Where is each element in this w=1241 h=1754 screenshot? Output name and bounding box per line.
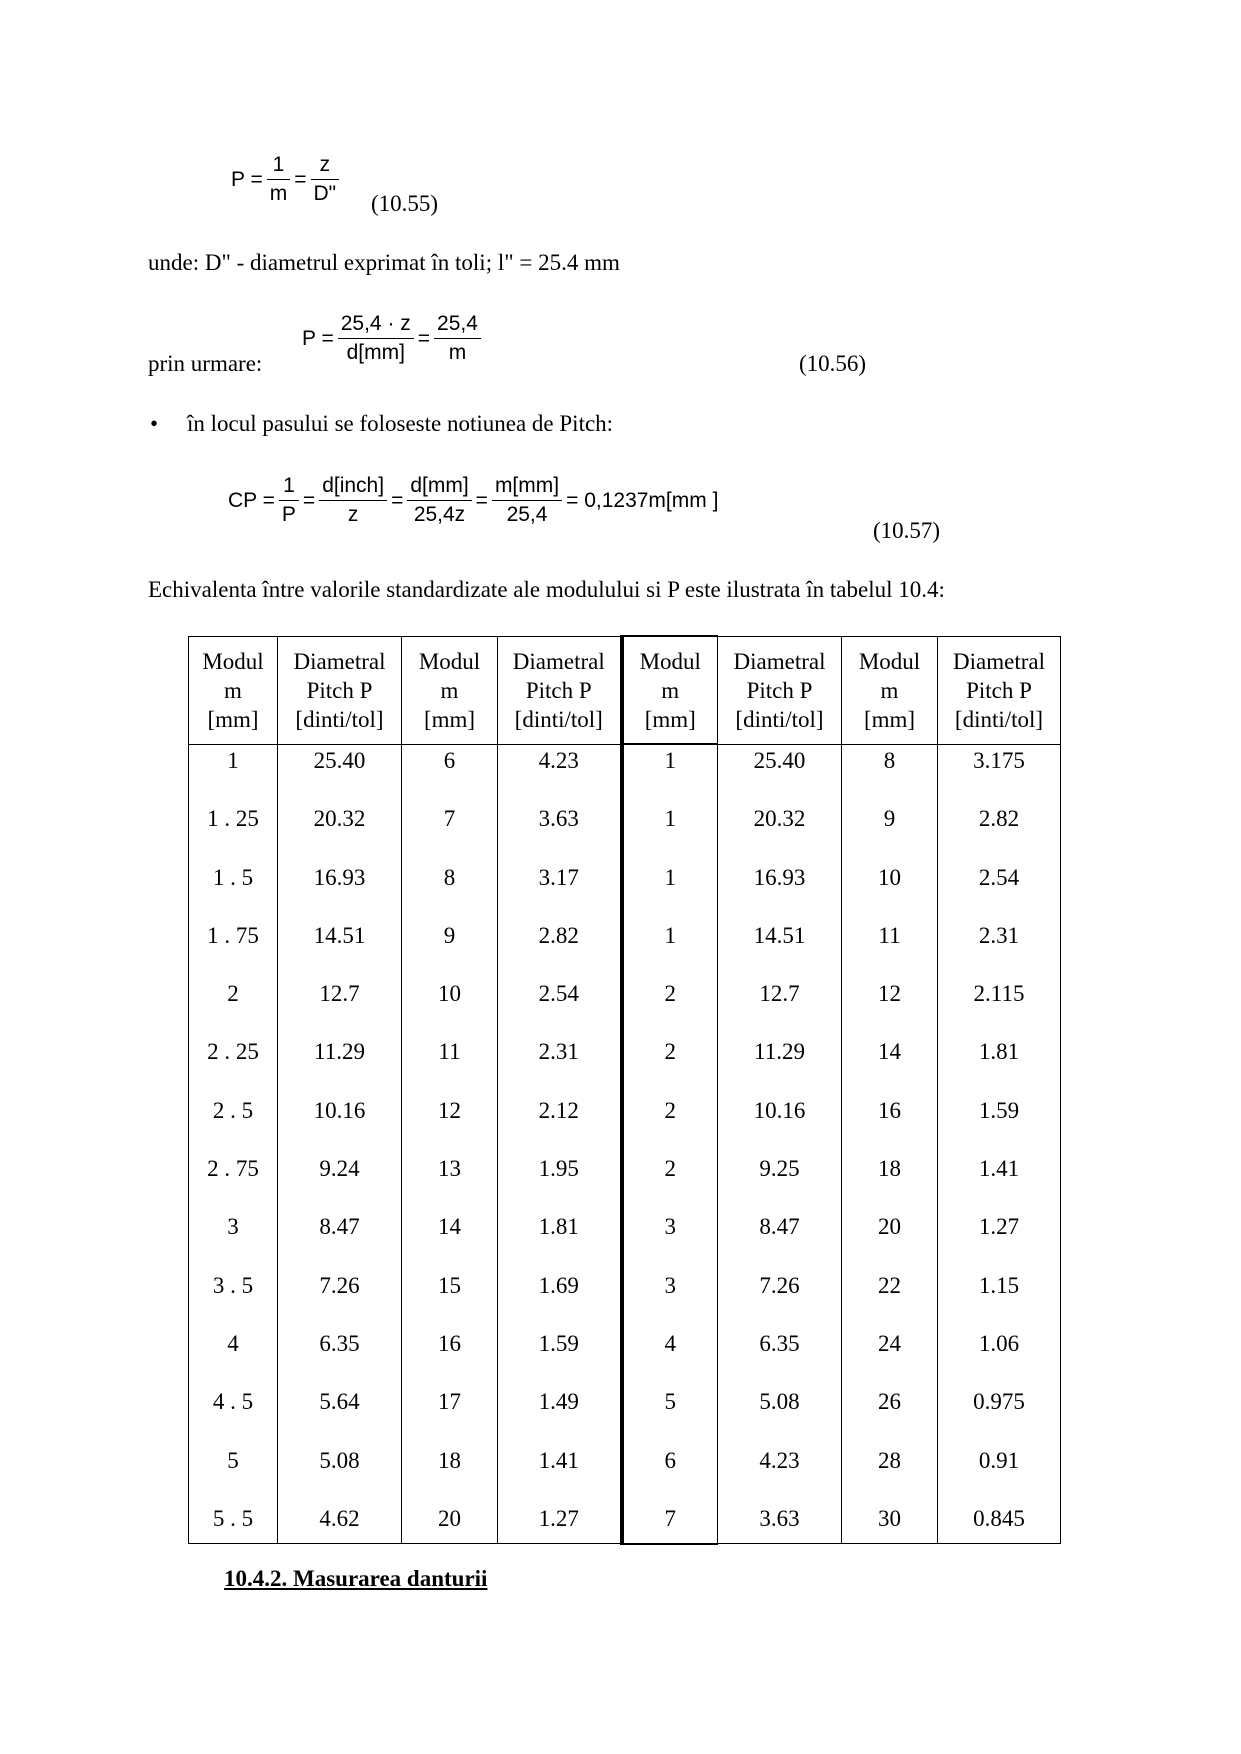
eq3-frac2-numerator: d[inch] bbox=[319, 473, 387, 501]
table-cell: 3.63 bbox=[718, 1503, 842, 1544]
table-cell: 2 bbox=[622, 1153, 718, 1211]
eq3-equals-3: = bbox=[475, 488, 488, 512]
eq2-frac1-denominator: d[mm] bbox=[346, 341, 405, 364]
table-cell: 8.47 bbox=[278, 1211, 402, 1269]
header-modul-4: Modul m [mm] bbox=[842, 636, 938, 744]
table-cell: 2 . 5 bbox=[189, 1095, 278, 1153]
table-cell: 3 bbox=[622, 1211, 718, 1269]
eq3-equals-2: = bbox=[391, 488, 404, 512]
table-cell: 1.06 bbox=[938, 1328, 1061, 1386]
table-row bbox=[189, 1211, 1061, 1269]
eq3-equals-1: = bbox=[302, 488, 316, 512]
header-pitch-4: Diametral Pitch P [dinti/tol] bbox=[938, 636, 1061, 744]
table-cell: 1 . 75 bbox=[189, 920, 278, 978]
table-cell: 6 bbox=[622, 1445, 718, 1503]
table-cell: 7.26 bbox=[278, 1270, 402, 1328]
table-cell: 2.82 bbox=[498, 920, 622, 978]
table-cell: 5.08 bbox=[278, 1445, 402, 1503]
table-cell: 6 bbox=[402, 744, 498, 803]
table-cell: 10.16 bbox=[718, 1095, 842, 1153]
eq1-fraction-2 bbox=[311, 152, 340, 207]
eq2-frac1-numerator: 25,4 · z bbox=[338, 311, 414, 339]
table-cell: 3.175 bbox=[938, 744, 1061, 803]
table-cell: 9 bbox=[402, 920, 498, 978]
table-cell: 24 bbox=[842, 1328, 938, 1386]
table-cell: 9.24 bbox=[278, 1153, 402, 1211]
table-cell: 16.93 bbox=[718, 862, 842, 920]
table-row bbox=[189, 1270, 1061, 1328]
table-cell: 20.32 bbox=[718, 803, 842, 861]
table-cell: 16 bbox=[402, 1328, 498, 1386]
table-cell: 2 bbox=[189, 978, 278, 1036]
eq3-frac1-numerator: 1 bbox=[279, 473, 299, 501]
equation-number-10-55: (10.55) bbox=[371, 191, 439, 216]
table-cell: 2.54 bbox=[498, 978, 622, 1036]
table-cell: 3 bbox=[622, 1270, 718, 1328]
table-cell: 20 bbox=[842, 1211, 938, 1269]
eq1-fraction-1 bbox=[267, 152, 291, 207]
eq3-frac1-denominator: P bbox=[281, 503, 296, 526]
table-row bbox=[189, 1503, 1061, 1544]
table-row bbox=[189, 1153, 1061, 1211]
eq1-equals: = bbox=[294, 167, 307, 191]
eq3-frac3-denominator: 25,4z bbox=[413, 503, 466, 526]
table-row bbox=[189, 1328, 1061, 1386]
table-cell: 4 . 5 bbox=[189, 1386, 278, 1444]
table-cell: 6.35 bbox=[278, 1328, 402, 1386]
table-cell: 0.975 bbox=[938, 1386, 1061, 1444]
table-cell: 1.41 bbox=[498, 1445, 622, 1503]
header-modul-3: Modul m [mm] bbox=[622, 636, 718, 744]
header-modul-2: Modul m [mm] bbox=[402, 636, 498, 744]
table-cell: 11 bbox=[842, 920, 938, 978]
table-cell: 2.31 bbox=[938, 920, 1061, 978]
table-cell: 1 . 25 bbox=[189, 803, 278, 861]
eq2-fraction-2 bbox=[434, 311, 481, 366]
table-cell: 20 bbox=[402, 1503, 498, 1544]
eq2-frac2-numerator: 25,4 bbox=[434, 311, 481, 339]
unde-line: unde: D" - diametrul exprimat în toli; l" = 25.4 mm bbox=[148, 250, 620, 275]
eq1-frac2-denominator: D" bbox=[313, 182, 337, 205]
table-cell: 10 bbox=[842, 862, 938, 920]
eq3-fraction-1 bbox=[279, 473, 299, 528]
table-cell: 7 bbox=[622, 1503, 718, 1544]
table-cell: 15 bbox=[402, 1270, 498, 1328]
table-cell: 12 bbox=[842, 978, 938, 1036]
table-cell: 7 bbox=[402, 803, 498, 861]
table-cell: 5.08 bbox=[718, 1386, 842, 1444]
eq3-fraction-3 bbox=[407, 473, 471, 528]
table-cell: 1 . 5 bbox=[189, 862, 278, 920]
table-cell: 5 bbox=[189, 1445, 278, 1503]
table-cell: 12.7 bbox=[718, 978, 842, 1036]
eq1-lhs: P = bbox=[231, 167, 263, 191]
table-cell: 26 bbox=[842, 1386, 938, 1444]
table-cell: 4.23 bbox=[718, 1445, 842, 1503]
table-cell: 8 bbox=[842, 744, 938, 803]
table-cell: 9 bbox=[842, 803, 938, 861]
table-cell: 8 bbox=[402, 862, 498, 920]
table-cell: 1.49 bbox=[498, 1386, 622, 1444]
table-cell: 3.17 bbox=[498, 862, 622, 920]
table-cell: 1 bbox=[622, 744, 718, 803]
header-pitch-3: Diametral Pitch P [dinti/tol] bbox=[718, 636, 842, 744]
table-cell: 18 bbox=[402, 1445, 498, 1503]
table-cell: 5.64 bbox=[278, 1386, 402, 1444]
eq3-frac4-denominator: 25,4 bbox=[506, 503, 548, 526]
eq2-equals: = bbox=[417, 326, 431, 350]
table-cell: 1.59 bbox=[498, 1328, 622, 1386]
table-cell: 30 bbox=[842, 1503, 938, 1544]
table-cell: 14.51 bbox=[278, 920, 402, 978]
table-cell: 10.16 bbox=[278, 1095, 402, 1153]
eq3-fraction-2 bbox=[319, 473, 387, 528]
table-row bbox=[189, 744, 1061, 803]
bullet-symbol: • bbox=[150, 411, 159, 436]
bullet-text: în locul pasului se foloseste notiunea de Pitch: bbox=[187, 411, 614, 436]
header-pitch-1: Diametral Pitch P [dinti/tol] bbox=[278, 636, 402, 744]
eq2-fraction-1 bbox=[338, 311, 414, 366]
table-cell: 2 bbox=[622, 978, 718, 1036]
table-cell: 17 bbox=[402, 1386, 498, 1444]
table-cell: 18 bbox=[842, 1153, 938, 1211]
eq1-frac2-numerator: z bbox=[311, 152, 340, 180]
eq3-tail: = 0,1237m[mm ] bbox=[566, 488, 719, 512]
table-row bbox=[189, 920, 1061, 978]
table-intro: Echivalenta între valorile standardizate ale modulului si P este ilustrata în tabelul 10.4: bbox=[148, 577, 945, 602]
table-cell: 2 . 75 bbox=[189, 1153, 278, 1211]
table-cell: 9.25 bbox=[718, 1153, 842, 1211]
equation-number-10-56: (10.56) bbox=[799, 351, 867, 376]
table-cell: 2 . 25 bbox=[189, 1036, 278, 1094]
section-heading: 10.4.2. Masurarea danturii bbox=[224, 1566, 488, 1591]
eq3-fraction-4 bbox=[492, 473, 562, 528]
table-cell: 1.41 bbox=[938, 1153, 1061, 1211]
table-header-row bbox=[189, 636, 1061, 744]
table-cell: 1.27 bbox=[938, 1211, 1061, 1269]
table-cell: 1 bbox=[622, 862, 718, 920]
table-cell: 1.59 bbox=[938, 1095, 1061, 1153]
table-row bbox=[189, 862, 1061, 920]
table-cell: 6.35 bbox=[718, 1328, 842, 1386]
table-cell: 12 bbox=[402, 1095, 498, 1153]
table-cell: 22 bbox=[842, 1270, 938, 1328]
equation-10-57 bbox=[224, 473, 722, 528]
table-cell: 3 bbox=[189, 1211, 278, 1269]
table-cell: 1.27 bbox=[498, 1503, 622, 1544]
table-cell: 5 bbox=[622, 1386, 718, 1444]
table-row bbox=[189, 1036, 1061, 1094]
table-cell: 14.51 bbox=[718, 920, 842, 978]
table-cell: 8.47 bbox=[718, 1211, 842, 1269]
table-cell: 11.29 bbox=[278, 1036, 402, 1094]
eq1-frac1-numerator: 1 bbox=[267, 152, 291, 180]
table-row bbox=[189, 978, 1061, 1036]
table-cell: 0.845 bbox=[938, 1503, 1061, 1544]
table-row bbox=[189, 1095, 1061, 1153]
table-cell: 4 bbox=[622, 1328, 718, 1386]
table-cell: 20.32 bbox=[278, 803, 402, 861]
module-pitch-table bbox=[188, 635, 1061, 1545]
table-cell: 3.63 bbox=[498, 803, 622, 861]
table-cell: 11 bbox=[402, 1036, 498, 1094]
table-cell: 28 bbox=[842, 1445, 938, 1503]
table-cell: 14 bbox=[402, 1211, 498, 1269]
header-modul-1: Modul m [mm] bbox=[189, 636, 278, 744]
eq3-frac2-denominator: z bbox=[347, 503, 359, 526]
table-cell: 13 bbox=[402, 1153, 498, 1211]
table-cell: 2.115 bbox=[938, 978, 1061, 1036]
table-cell: 1.81 bbox=[498, 1211, 622, 1269]
header-pitch-2: Diametral Pitch P [dinti/tol] bbox=[498, 636, 622, 744]
eq3-lhs: CP = bbox=[228, 488, 275, 512]
table-row bbox=[189, 1445, 1061, 1503]
table-cell: 12.7 bbox=[278, 978, 402, 1036]
table-cell: 7.26 bbox=[718, 1270, 842, 1328]
table-cell: 2.31 bbox=[498, 1036, 622, 1094]
eq2-lhs: P = bbox=[302, 326, 334, 350]
table-cell: 2 bbox=[622, 1095, 718, 1153]
table-cell: 5 . 5 bbox=[189, 1503, 278, 1544]
table-cell: 4.23 bbox=[498, 744, 622, 803]
eq3-frac3-numerator: d[mm] bbox=[407, 473, 471, 501]
eq2-frac2-denominator: m bbox=[448, 341, 467, 364]
table-cell: 2.82 bbox=[938, 803, 1061, 861]
table-cell: 4 bbox=[189, 1328, 278, 1386]
eq3-frac4-numerator: m[mm] bbox=[492, 473, 562, 501]
table-cell: 1 bbox=[622, 920, 718, 978]
table-cell: 25.40 bbox=[278, 744, 402, 803]
table-cell: 2.54 bbox=[938, 862, 1061, 920]
table-cell: 1 bbox=[622, 803, 718, 861]
equation-10-55 bbox=[227, 152, 339, 207]
table-cell: 4.62 bbox=[278, 1503, 402, 1544]
equation-10-56 bbox=[298, 311, 481, 366]
table-cell: 0.91 bbox=[938, 1445, 1061, 1503]
table-cell: 2.12 bbox=[498, 1095, 622, 1153]
table-cell: 1.69 bbox=[498, 1270, 622, 1328]
table-cell: 1.81 bbox=[938, 1036, 1061, 1094]
table-cell: 14 bbox=[842, 1036, 938, 1094]
table-cell: 16 bbox=[842, 1095, 938, 1153]
table-cell: 3 . 5 bbox=[189, 1270, 278, 1328]
table-cell: 11.29 bbox=[718, 1036, 842, 1094]
table-cell: 2 bbox=[622, 1036, 718, 1094]
table-cell: 1.15 bbox=[938, 1270, 1061, 1328]
table-cell: 1 bbox=[189, 744, 278, 803]
table-cell: 10 bbox=[402, 978, 498, 1036]
table-cell: 25.40 bbox=[718, 744, 842, 803]
table-row bbox=[189, 1386, 1061, 1444]
prin-urmare-label: prin urmare: bbox=[148, 351, 263, 376]
equation-number-10-57: (10.57) bbox=[873, 518, 941, 543]
eq1-frac1-denominator: m bbox=[269, 182, 288, 205]
table-cell: 16.93 bbox=[278, 862, 402, 920]
table-cell: 1.95 bbox=[498, 1153, 622, 1211]
table-row bbox=[189, 803, 1061, 861]
